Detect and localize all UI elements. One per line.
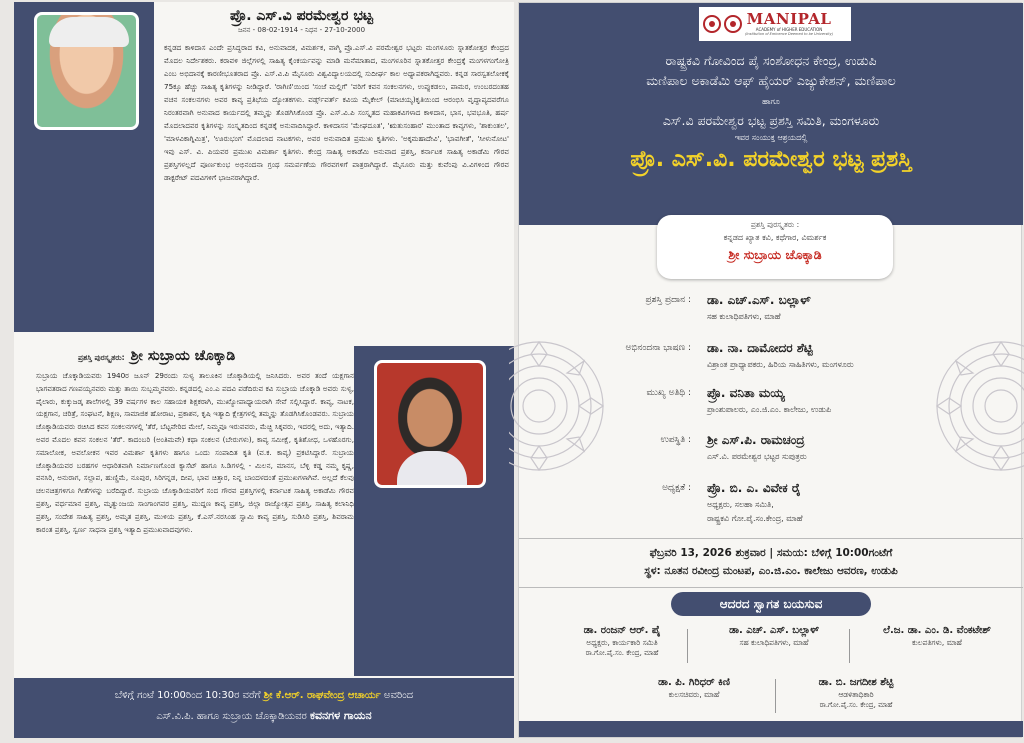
bio-awardee-label: ಪ್ರಶಸ್ತಿ ಪುರಸ್ಕೃತರು: xyxy=(78,353,125,362)
role-desc: ಪ್ರಾಂಶುಪಾಲರು, ಎಂ.ಜಿ.ಎಂ. ಕಾಲೇಜು, ಉಡುಪಿ xyxy=(707,405,832,414)
awardee-desc: ಕನ್ನಡದ ಖ್ಯಾತ ಕವಿ, ಕಥೆಗಾರ, ವಿಮರ್ಶಕ xyxy=(723,233,827,242)
recital-line2-bold: ಕವನಗಳ ಗಾಯನ xyxy=(310,709,372,722)
role-desc: ವಿಶ್ರಾಂತ ಪ್ರಾಧ್ಯಾಪಕರು, ಹಿರಿಯ ಸಾಹಿತಿಗಳು, ಮಂಗಳೂರು xyxy=(707,360,854,369)
bio-awardee-text: ಸುಬ್ರಾಯ ಚೊಕ್ಕಾಡಿಯವರು 1940ರ ಜೂನ್ 29ರಂದು ಸುಳ್ಯ ತಾಲೂಕಿನ ಚೊಕ್ಕಾಡಿಯಲ್ಲಿ ಜನಿಸಿದರು. ಅವರ ತಂದೆ ಯಕ್ಷಗಾನ ಭಾಗವತರಾದ ಗಣಪಯ್ಯನವರು ಮತ್ತು ತಾಯಿ ಸುಬ್ಬಮ್ಮನವರು. ಕನ್ನಡದಲ್ಲಿ ಎಂ.ಎ ಪದವಿ ಪಡೆದಿರುವ ಕವಿ ಸುಬ್ರಾಯ ಚೊಕ್ಕಾಡಿ ಅವರು ಸುಳ್ಯ, ಪೈಲಾರು, ಕುಕ್ಕುಜಡ್ಕ ಶಾಲೆಗಳಲ್ಲಿ 39 ವರ್ಷಗಳ ಕಾಲ ಸಹಾಯಕ ಶಿಕ್ಷಕರಾಗಿ, ಮುಖ್ಯೋಪಾಧ್ಯಾಯರಾಗಿ ಸೇವೆ ಸಲ್ಲಿಸಿದ್ದಾರೆ. ಕಾವ್ಯ, ನಾಟಕ, ಯಕ್ಷಗಾನ, ಚರಿತ್ರೆ, ಸಂಘಟನೆ, ಶಿಕ್ಷಣ, ಸಾಮಾಜಿಕ ಹೋರಾಟ, ಪ್ರಕಾಶನ, ಕೃಷಿ ಇತ್ಯಾದಿ ಕ್ಷೇತ್ರಗಳಲ್ಲಿ ತಮ್ಮನ್ನು ತೊಡಗಿಸಿಕೊಂಡವರು. ಸುಬ್ರಾಯ ಚೊಕ್ಕಾಡಿಯವರು ರಚಿಸಿದ ಕವನ ಸಂಕಲನಗಳಲ್ಲಿ 'ತೆರೆ, ಬೆಟ್ಟವೇರಿದ ಮೇಲೆ, ನಿಮ್ಮವೂ ಇರುವವರು, ಮೆಚ್ಚಿ ಸಿಕ್ಕವರು, ಇದರಲ್ಲಿ ಅದು, ಇತ್ಯಾದಿ. ಅವರ ಮೊದಲ ಕವನ ಸಂಕಲನ 'ತೆರೆ'. ಕಾದಂಬರಿ (ಅಂತಿಮವೇ) ಕಥಾ ಸಂಕಲನ (ಬೇರುಗಳು), ಕಾವ್ಯ ಸಮೀಕ್ಷೆ, ಕೃತಿಶೋಧ, ಒಳಹೊರಗು, ಸಮಾಲೋಕ, ಅವಲೋಕನ ಇವರ ವಿಮರ್ಶಾ ಕೃತಿಗಳು ಹಾಗೂ ಒಂದು ಸಂಪಾದಿತ ಕೃತಿ (ವ.ಕ. ಕಾವ್ಯ) ಪ್ರಕಟಿಸಿದ್ದಾರೆ. ಸುಬ್ರಾಯ ಚೊಕ್ಕಾಡಿಯವರ ಬರಹಗಳ ಆಧಾರಿತವಾಗಿ ನಿರ್ಮಾಣಗೊಂಡ ಕ್ಯಾಸೆಟ್ ಹಾಗೂ ಸಿ.ಡಿಗಳಲ್ಲಿ - ಮಿಲನ, ಮಾನಸ, ಬೆಳ್ಳಿ ಕಡ್ಡ ನಮ್ಮ ಕೃಷ್ಣ, ವನಸಿರಿ, ಅನುರಾಗ, ಸಲ್ಲಾಪ, ಹುಣ್ಣಿಮೆ, ನೂಪುರ, ಸಿರಿಗನ್ನಡ, ದೀಪ, ಭಾವ ಚಿತ್ತಾರ, ನಿನ್ನ ಬಾಂದಳದಂತೆ ಪ್ರಮುಖಗಳಾಗಿವೆ. ಅಲ್ಲದೆ ಕೆಲವು ಚಲನಚಿತ್ರಗಳಿಗೂ ಗೀತೆಗಳನ್ನು ಬರೆದಿದ್ದಾರೆ. ಸುಬ್ರಾಯ ಚೊಕ್ಕಾಡಿಯವರಿಗೆ ಸಂದ ಗೌರವ ಪ್ರಶಸ್ತಿಗಳಲ್ಲಿ ಕರ್ನಾಟಕ ಸಾಹಿತ್ಯ ಅಕಾಡೆಮಿ ಗೌರವ ಪ್ರಶಸ್ತಿ, ವರ್ಧಮಾನ ಪ್ರಶಸ್ತಿ, ಮೃತ್ಯುಂಜಯ ಸಾಂಗಾಂಗವರ ಪ್ರಶಸ್ತಿ, ಮುದ್ದಣ ಕಾವ್ಯ ಪ್ರಶಸ್ತಿ, ಜಿಲ್ಲಾ ರಾಜ್ಯೋತ್ಸವ ಪ್ರಶಸ್ತಿ, ಸಾಹಿತ್ಯ ಕಲಾನಿಧಿ ಪ್ರಶಸ್ತಿ, ಸಂದೇಶ ಸಾಹಿತ್ಯ ಪ್ರಶಸ್ತಿ, ಅಮೃತ ಪ್ರಶಸ್ತಿ, ಮುಳಿಯ ಪ್ರಶಸ್ತಿ, ಕೆ.ಎಸ್.ನರಸಿಂಹ ಸ್ವಾಮಿ ಕಾವ್ಯ ಪ್ರಶಸ್ತಿ, ಸುಡಿಸಿರಿ ಪ್ರಶಸ್ತಿ, ಶಿವರಾಮ ಕಾರಂತ ಪ್ರಶಸ್ತಿ, ಸ್ವರ್ಣ ಸಾಧನಾ ಪ್ರಶಸ್ತಿ ಇತ್ಯಾದಿ ಪ್ರಮುಖವಾದವುಗಳು. xyxy=(36,371,354,534)
host-desc-2: ರಾ.ಗೋ.ಪೈ.ಸಂ. ಕೇಂದ್ರ, ಮಾಹೆ xyxy=(819,701,893,709)
welcome-banner: ಆದರದ ಸ್ವಾಗತ ಬಯಸುವ xyxy=(671,592,871,616)
role-desc: ಸಹ ಕುಲಾಧಿಪತಿಗಳು, ಮಾಹೆ xyxy=(707,312,781,321)
role-label: ಪ್ರಶಸ್ತಿ ಪ್ರದಾನ : xyxy=(645,295,691,305)
logo-name: MANIPAL xyxy=(746,9,832,28)
recital-banner xyxy=(14,678,514,738)
host-name: ಲೆ.ಜ. ಡಾ. ಎಂ. ಡಿ. ವೆಂಕಟೇಶ್ xyxy=(883,625,991,636)
org-line-2: ಮಣಿಪಾಲ ಅಕಾಡೆಮಿ ಆಫ್ ಹೈಯರ್ ಎಜ್ಯುಕೇಶನ್, ಮಣಿಪಾಲ xyxy=(646,73,896,88)
recital-singer: ಶ್ರೀ ಕೆ.ಆರ್. ರಾಘವೇಂದ್ರ ಆಚಾರ್ಯ xyxy=(263,690,381,701)
org-line-3: ಹಾಗೂ xyxy=(762,97,780,106)
left-mid-band xyxy=(354,346,514,676)
footer-band xyxy=(519,721,1023,737)
host-item xyxy=(547,625,697,658)
host-desc: ಆಡಳಿತಾಧಿಕಾರಿ xyxy=(838,690,874,699)
role-name: ಶ್ರೀ ಎಸ್.ಪಿ. ರಾಮಚಂದ್ರ xyxy=(707,433,805,447)
role-name: ಪ್ರೊ. ವನಿತಾ ಮಯ್ಯ xyxy=(707,386,785,400)
host-item xyxy=(619,677,769,700)
host-name: ಡಾ. ಬಿ. ಜಗದೀಶ ಶೆಟ್ಟಿ xyxy=(818,677,894,688)
role-desc: ಅಧ್ಯಕ್ಷರು, ಸಲಹಾ ಸಮಿತಿ, xyxy=(707,500,774,509)
role-label: ಮುಖ್ಯ ಅತಿಥಿ : xyxy=(646,388,691,398)
mandala-left-icon xyxy=(509,321,619,491)
host-divider xyxy=(849,629,850,663)
role-name: ಡಾ. ಎಚ್.ಎಸ್. ಬಲ್ಲಾಳ್ xyxy=(707,293,811,307)
role-name: ಪ್ರೊ. ಬಿ. ಎ. ವಿವೇಕ ರೈ xyxy=(707,481,801,495)
host-name: ಡಾ. ರಂಜನ್ ಆರ್. ಪೈ xyxy=(583,625,661,636)
org-line-5: ಇವರ ಸಂಯುಕ್ತ ಆಶ್ರಯದಲ್ಲಿ xyxy=(734,133,808,142)
host-desc: ಕುಲಸಚಿವರು, ಮಾಹೆ xyxy=(668,690,720,699)
emblem-icon xyxy=(724,15,742,33)
seal-icon xyxy=(703,15,721,33)
role-desc-2: ರಾಷ್ಟ್ರಕವಿ ಗೋ.ಪೈ.ಸಂ.ಕೇಂದ್ರ, ಮಾಹೆ xyxy=(707,514,803,523)
date-line: ಫೆಬ್ರವರಿ 13, 2026 ಶುಕ್ರವಾರ | ಸಮಯ: ಬೆಳಿಗ್ಗೆ 10:00ಗಂಟೆಗೆ xyxy=(649,547,893,559)
header-band xyxy=(519,3,1023,225)
right-page xyxy=(518,2,1022,738)
bio-awardee-section xyxy=(36,348,354,678)
venue-line: ಸ್ಥಳ: ನೂತನ ರವೀಂದ್ರ ಮಂಟಪ, ಎಂ.ಜಿ.ಎಂ. ಕಾಲೇಜು ಆವರಣ, ಉಡುಪಿ xyxy=(644,565,898,577)
left-page xyxy=(14,2,514,738)
awardee-name: ಶ್ರೀ ಸುಬ್ರಾಯ ಚೊಕ್ಕಾಡಿ xyxy=(728,247,822,262)
host-name: ಡಾ. ಪಿ. ಗಿರಿಧರ್ ಕಿಣಿ xyxy=(658,677,730,688)
bio-svp-section xyxy=(164,8,509,330)
recital-line1-prefix: ಬೆಳಿಗ್ಗೆ ಗಂಟೆ 10:00ರಿಂದ 10:30ರ ವರೆಗೆ xyxy=(114,690,264,701)
bio-svp-title: ಪ್ರೊ. ಎಸ್.ವಿ ಪರಮೇಶ್ವರ ಭಟ್ಟ xyxy=(229,8,374,24)
host-item xyxy=(699,625,849,648)
host-name: ಡಾ. ಎಚ್. ಎಸ್. ಬಲ್ಲಾಳ್ xyxy=(729,625,819,636)
host-desc-2: ರಾ.ಗೋ.ಪೈ.ಸಂ. ಕೇಂದ್ರ, ಮಾಹೆ xyxy=(585,649,659,657)
award-title: ಪ್ರೊ. ಎಸ್.ವಿ. ಪರಮೇಶ್ವರ ಭಟ್ಟ ಪ್ರಶಸ್ತಿ xyxy=(630,147,912,172)
bio-awardee-name: ಶ್ರೀ ಸುಬ್ರಾಯ ಚೊಕ್ಕಾಡಿ xyxy=(130,348,236,364)
logo-tagline: (Institution of Eminence Deemed to be University) xyxy=(745,31,834,36)
awardee-label: ಪ್ರಶಸ್ತಿ ಪುರಸ್ಕೃತರು : xyxy=(750,220,800,229)
bio-svp-dates: ಜನನ - 08-02-1914 - ನಿಧನ - 27-10-2000 xyxy=(237,26,366,34)
left-top-band xyxy=(14,2,154,332)
host-divider xyxy=(775,679,776,713)
org-line-4: ಎಸ್.ವಿ ಪರಮೇಶ್ವರ ಭಟ್ಟ ಪ್ರಶಸ್ತಿ ಸಮಿತಿ, ಮಂಗಳೂರು xyxy=(662,113,880,128)
host-desc: ಕುಲಪತಿಗಳು, ಮಾಹೆ xyxy=(912,638,962,647)
host-divider xyxy=(687,629,688,663)
mandala-right-icon xyxy=(921,321,1024,491)
role-label: ಅಭಿನಂದನಾ ಭಾಷಣ : xyxy=(625,343,691,353)
role-label: ಅಧ್ಯಕ್ಷತೆ : xyxy=(662,483,691,493)
role-name: ಡಾ. ನಾ. ದಾಮೋದರ ಶೆಟ್ಟಿ xyxy=(707,341,813,355)
recital-line2-prefix: ಎಸ್.ವಿ.ಪಿ. ಹಾಗೂ ಸುಬ್ರಾಯ ಚೊಕ್ಕಾಡಿಯವರ xyxy=(156,711,311,722)
bio-svp-text: ಕನ್ನಡದ ಕಾಳಿದಾಸ ಎಂದೇ ಪ್ರಸಿದ್ಧರಾದ ಕವಿ, ಅನುವಾದಕ, ವಿಮರ್ಶಕ, ವಾಗ್ಮಿ ಪ್ರೊ.ಎಸ್.ವಿ ಪರಮೇಶ್ವರ ಭಟ್ಟರು ಮಂಗಳೂರು ಸ್ನಾತಕೋತ್ತರ ಕೇಂದ್ರದ ಮೊದಲ ನಿರ್ದೇಶಕರು. ಕರಾವಳಿ ಜಿಲ್ಲೆಗಳಲ್ಲಿ ಸಾಹಿತ್ಯ ಕೈಂಕರ್ಯವನ್ನು ಮಾಡಿ ಮನೆಮಾತಾದ, ಮಂಗಳೂರಿನ ಸ್ನಾತಕೋತ್ತರ ಕೇಂದ್ರಕ್ಕೆ ಮಂಗಳಗಂಗೋತ್ರಿ ಎಂಬ ಅಭಿದಾನಕ್ಕೆ ಕಾರಣೀಭೂತರಾದ ಪ್ರೊ. ಎಸ್.ವಿ.ಪಿ ಮೈಸೂರು ವಿಶ್ವವಿದ್ಯಾಲಯದಲ್ಲಿ ಸುದೀರ್ಘ ಕಾಲ ಅಧ್ಯಾಪಕರಾಗಿದ್ದವರು. ಕನ್ನಡ ಸಾರಸ್ವತಲೋಕಕ್ಕೆ 75ಕ್ಕೂ ಹೆಚ್ಚು ಸಾಹಿತ್ಯ ಕೃತಿಗಳನ್ನು ನೀಡಿದ್ದಾರೆ. 'ರಾಗಿಣಿ'ಯಿಂದ 'ಸಂಜೆ ಮಲ್ಲಿಗೆ' 'ವರಿಗೆ ಕವನ ಸಂಕಲನಗಳು, ಉಪ್ಪುಕಡಲು, ಪಾಮರ, ಉಂಬರದಂತಹ ವಚನ ಸಂಕಲನಗಳು ಅವರ ಕಾವ್ಯ ಪ್ರತಿಭೆಯ ದ್ಯೋತಕಗಳು. ವರ್ಡ್ಸ್‌ವರ್ತ್ ಕವಿಯ ಮೈಕೇಲ್ (ಮಾಚಯ್ಯ)ಕೃತಿಯಿಂದ ಆರಂಭಿಸಿ ವೃದ್ಧಾಪ್ಯದವರೆಗೂ ನಿರಂತರವಾಗಿ ಅನುವಾದ ಕಾರ್ಯದಲ್ಲಿ ತಮ್ಮನ್ನು ತೊಡಗಿಸಿಕೊಂಡ ಪ್ರೊ. ಎಸ್.ವಿ.ಪಿ ಸಂಸ್ಕೃತದ ಮಹಾಕವಿಗಳಾದ ಕಾಳಿದಾಸ, ಭಾಸ, ಭವಭೂತಿ, ಹರ್ಷ ಮೊದಲಾದವರ ಕೃತಿಗಳನ್ನು ಸಂಸ್ಕೃತದಿಂದ ಕನ್ನಡಕ್ಕೆ ಅನುವಾದಿಸಿದ್ದಾರೆ. ಕಾಳಿದಾಸನ 'ಮೇಘದೂತ', 'ಋತುಸಂಹಾರ' ಮುಂತಾದ ಕಾವ್ಯಗಳು, 'ಶಾಕುಂತಲ', 'ಮಾಳವಿಕಾಗ್ನಿಮಿತ್ರ', 'ಊರುಭಂಗ' ಮೊದಲಾದ ನಾಟಕಗಳು, ಅವರ ಅನುವಾದಿತ ಪ್ರಮುಖ ಕೃತಿಗಳು. 'ಅಕ್ಕಮಹಾದೇವಿ', 'ಭಾವಗೀತೆ', 'ಸೀಳುನೋಟ' ಇವು ಎಸ್. ವಿ. ಪಿಯವರ ಪ್ರಮುಖ ವಿಮರ್ಶಾ ಕೃತಿಗಳು. ಕೇಂದ್ರ ಸಾಹಿತ್ಯ ಅಕಾಡೆಮಿ ಅನುವಾದ ಪ್ರಶಸ್ತಿ, ಕರ್ನಾಟಕ ಸಾಹಿತ್ಯ ಅಕಾಡೆಮಿ ಗೌರವ ಪ್ರಶಸ್ತಿಗಳಲ್ಲದೆ ಪೂರ್ಣಕುಂಭ ಅಭಿನಂದನಾ ಗ್ರಂಥ ಸಮರ್ಪಣೆಯ ಗೌರವಗಳಿಗೆ ಪಾತ್ರರಾಗಿದ್ದಾರೆ. ಮೈಸೂರು ಮತ್ತು ಕುವೆಂಪು ವಿ.ವಿಗಳಿಂದ ಗೌರವ ಡಾಕ್ಟರೇಟ್ ಪದವಿಗಳಿಗೆ ಭಾಜನರಾಗಿದ್ದಾರೆ. xyxy=(164,43,509,182)
recital-line1-suffix: ಅವರಿಂದ xyxy=(380,690,414,701)
host-item xyxy=(857,625,1017,648)
logo-sub: ACADEMY of HIGHER EDUCATION xyxy=(755,26,823,32)
photo-awardee xyxy=(374,360,486,488)
role-label: ಉಪಸ್ಥಿತಿ : xyxy=(660,435,691,445)
host-desc: ಸಹ ಕುಲಾಧಿಪತಿಗಳು, ಮಾಹೆ xyxy=(739,638,809,647)
awardee-card xyxy=(657,215,893,279)
host-item xyxy=(781,677,931,710)
org-line-1: ರಾಷ್ಟ್ರಕವಿ ಗೋವಿಂದ ಪೈ ಸಂಶೋಧನ ಕೇಂದ್ರ, ಉಡುಪಿ xyxy=(665,53,877,68)
host-desc: ಅಧ್ಯಕ್ಷರು, ಕಾರ್ಯಕಾರಿ ಸಮಿತಿ xyxy=(586,638,658,647)
date-venue-box xyxy=(519,538,1023,588)
role-desc: ಎಸ್.ವಿ. ಪರಮೇಶ್ವರ ಭಟ್ಟರ ಸುಪುತ್ರರು xyxy=(707,452,807,461)
manipal-logo xyxy=(699,7,851,41)
